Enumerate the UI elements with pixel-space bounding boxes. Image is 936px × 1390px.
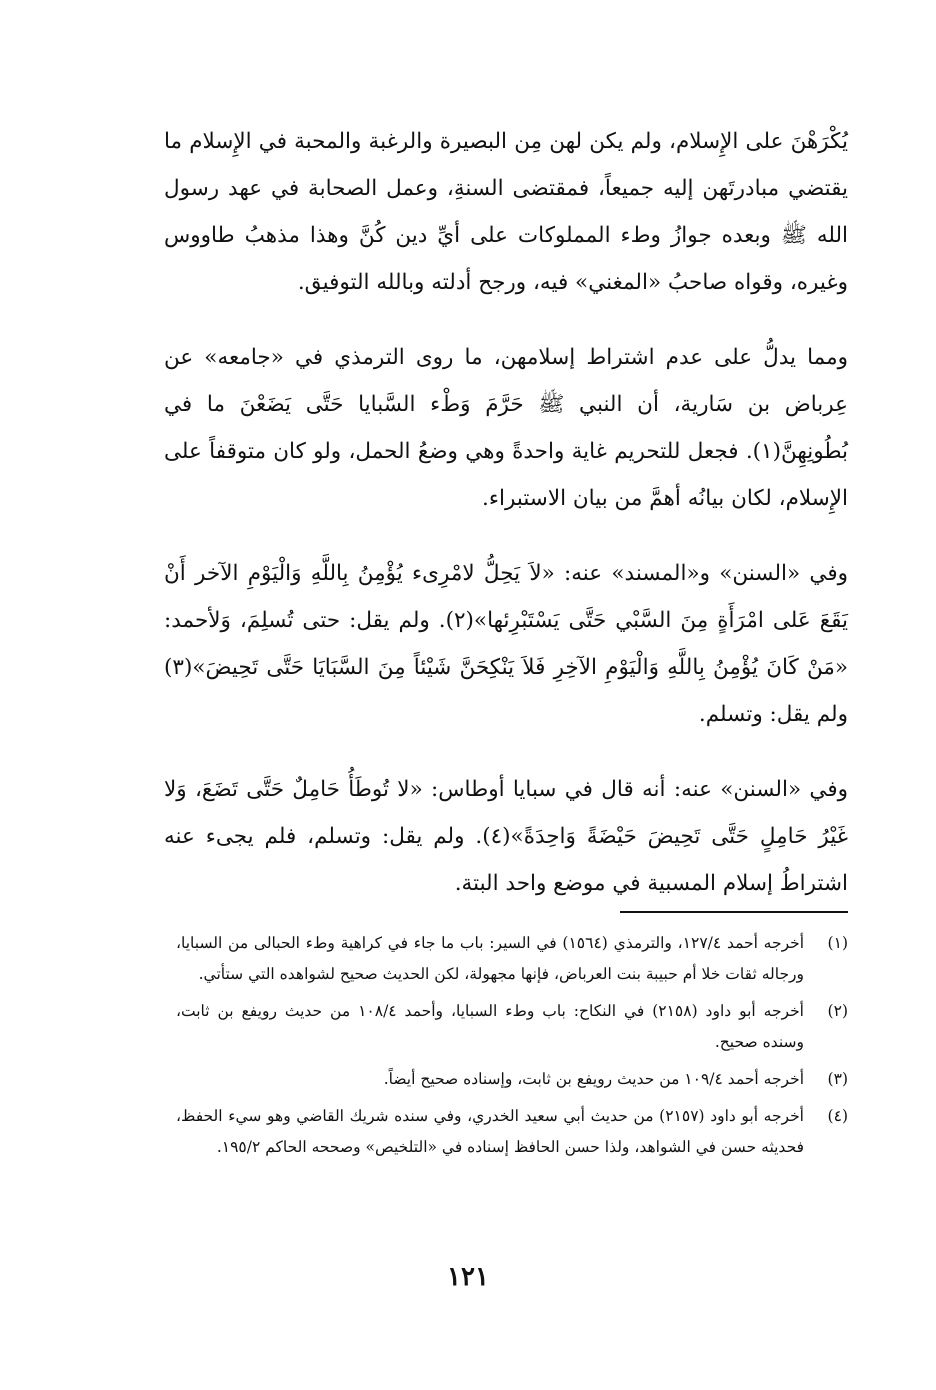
paragraph: وفي «السنن» عنه: أنه قال في سبايا أوطاس: «لا تُوطَأُ حَامِلٌ حَتَّى تَضَعَ، وَلا غَيْرُ حَامِلٍ حَتَّى تَحِيضَ حَيْضَةً وَاحِدَةً»(٤). ولم يقل: وتسلم، فلم يجىء عنه اشتراطُ إسلام المسبية في موضع واحد البتة. [164, 777, 848, 896]
main-text [164, 118, 848, 907]
footnote [176, 1101, 848, 1163]
footnote-text: أخرجه أحمد ١٢٧/٤، والترمذي (١٥٦٤) في السير: باب ما جاء في كراهية وطء الحبالى من السبايا، ورجاله ثقات خلا أم حبيبة بنت العرباض، فإنها مجهولة، لكن الحديث صحيح لشواهده التي ستأتي. [176, 934, 805, 983]
paragraph: ومما يدلُّ على عدم اشتراط إسلامهن، ما روى الترمذي في «جامعه» عن عِرباض بن سَارية، أن النبي ﷺ حَرَّمَ وَطْء السَّبايا حَتَّى يَضَعْنَ ما في بُطُونِهِنَّ(١). فجعل للتحريم غاية واحدةً وهي وضعُ الحمل، ولو كان متوقفاً على الإِسلام، لكان بيانُه أهمَّ من بيان الاستبراء. [164, 345, 848, 511]
footnote-text: أخرجه أحمد ١٠٩/٤ من حديث رويفع بن ثابت، وإسناده صحيح أيضاً. [383, 1070, 804, 1088]
footnote-number: (٤) [827, 1107, 848, 1125]
page-number: ١٢١ [447, 1262, 489, 1292]
paragraph: يُكْرَهْنَ على الإِسلام، ولم يكن لهن مِن البصيرة والرغبة والمحبة في الإِسلام ما يقتضي مبادرتَهن إليه جميعاً، فمقتضى السنةِ، وعمل الصحابة في عهد رسول الله ﷺ وبعده جوازُ وطء المملوكات على أيِّ دين كُنَّ وهذا مذهبُ طاووس وغيره، وقواه صاحبُ «المغني» فيه، ورجح أدلته وبالله التوفيق. [164, 129, 848, 295]
footnote [176, 1064, 848, 1095]
footnote-text: أخرجه أبو داود (٢١٥٧) من حديث أبي سعيد الخدري، وفي سنده شريك القاضي وهو سيء الحفظ، فحديثه حسن في الشواهد، ولذا حسن الحافظ إسناده في «التلخيص» وصححه الحاكم ١٩٥/٢. [176, 1107, 804, 1156]
paragraph: وفي «السنن» و«المسند» عنه: «لاَ يَحِلُّ لامْرِىء يُؤْمِنُ بِاللَّهِ وَالْيَوْمِ الآخر أَنْ يَقَعَ عَلى امْرَأَةٍ مِنَ السَّبْي حَتَّى يَسْتَبْرِئها»(٢). ولم يقل: حتى تُسلِمَ، وَلأحمد: «مَنْ كَانَ يُؤْمِنُ بِاللَّهِ وَالْيَوْمِ الآخِرِ فَلاَ يَنْكِحَنَّ شَيْئاً مِنَ السَّبَايَا حَتَّى تَحِيضَ»(٣) ولم يقل: وتسلم. [164, 561, 848, 727]
footnote-text: أخرجه أبو داود (٢١٥٨) في النكاح: باب وطء السبايا، وأحمد ١٠٨/٤ من حديث رويفع بن ثابت، وسنده صحيح. [176, 1002, 804, 1051]
footnote [176, 928, 848, 990]
footnotes [176, 928, 848, 1169]
footnote-number: (٣) [827, 1070, 848, 1088]
footnote-separator [620, 911, 848, 913]
footnote-number: (٢) [827, 1002, 848, 1020]
footnote-number: (١) [827, 934, 848, 952]
footnote [176, 996, 848, 1058]
